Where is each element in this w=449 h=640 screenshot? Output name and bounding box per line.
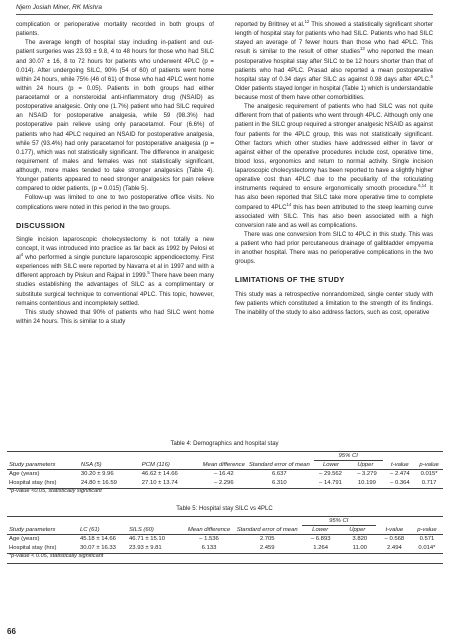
citation-ref: 6 bbox=[430, 73, 433, 79]
paragraph: Single incision laparoscopic cholecystectomy is not totally a new concept, it was introduced into practice as far back as 1992 by Pelosi et $al^4$ who performed a single puncture laparoscopic appendicectomy. First experiences with SILC were reported by Navarra et al in 1997 and with a different approach by Piskun and Rajpal in 1999.$^5$ There have been many studies establishing the advantages of SILC as a complimentary or substitute surgical technique to conventional 4PLC. This topic, however, remains contentious and incompletely settled. bbox=[16, 235, 214, 307]
col-header: Study parameters bbox=[9, 527, 56, 533]
col-header: SILS (60) bbox=[129, 527, 154, 533]
col-header: Standard error of mean bbox=[236, 527, 298, 533]
header-rule bbox=[16, 14, 433, 15]
col-header-ci: 95% CI Lower Upper bbox=[312, 452, 385, 470]
paragraph: The average length of hospital stay including in-patient and out-patient surgeries was 23.93 ± 9.8, 4 to 48 hours for those who had SILC and 30.07 ± 16, 8 to 72 hours for patients who underwent 4PLC (p = 0.014). After undergoing SILC, 90% (54 of 60) of patients went home within 24 hours, while 75% (46 of 61) of those who had 4PLC went home within 24 hours (p = 0.05). Patients in both groups had either paracetamol or a nonsteroidal anti-inflammatory drug (NSAID) as postoperative analgesic. Only one (1.7%) patient who had SILC required an NSAID for postoperative analgesia, while 59 (98.3%) had postoperative pain relieve using only paracetamol. Four (6.6%) of patients who had 4PLC required an NSAID for postoperative analgesia, while 57 (93.4%) had only paracetamol for postoperative analgesia (p = 0.177), which was not statistically significant. The difference in analgesic requirement of males and females was not statistically significant, although, more males tended to take stronger analgesics (Table 4). Younger patients appeared to need stronger analgesics for pain relieve compared to older patients, (p = 0.015) (Table 5). bbox=[16, 39, 214, 193]
citation-ref: 14 bbox=[286, 201, 292, 207]
paragraph: There was one conversion from SILC to 4PLC in this study. This was a patient who had prior percutaneous drainage of gallbladder empyema in another hospital. There was no perioperative complications in the two groups. bbox=[235, 230, 433, 266]
citation-ref: 4 bbox=[20, 251, 24, 257]
table4-note: *p-value <0.05, statistically significant bbox=[9, 488, 102, 494]
col-header: Standard error of mean bbox=[248, 462, 310, 468]
col-header: t-value bbox=[385, 527, 404, 533]
section-heading-limitations: LIMITATIONS OF THE STUDY bbox=[235, 275, 345, 285]
table4 bbox=[7, 451, 443, 489]
table5 bbox=[7, 516, 443, 554]
table-row: Age (years) 45.18 ± 14.66 46.71 ± 15.10 – 1.536 2.705 – 6.893 3.820 – 0.568 0.571 bbox=[9, 536, 435, 542]
col-header: PCM (116) bbox=[141, 462, 170, 468]
table-row: Hospital stay (hrs) 24.80 ± 16.59 27.10 ± 13.74 – 2.296 6.310 – 14.791 10.199 – 0.364 0.717 bbox=[7, 479, 443, 489]
citation-ref: 5 bbox=[147, 270, 150, 276]
col-header: p-value bbox=[419, 462, 439, 468]
paragraph: complication or perioperative mortality recorded in both groups of patients. bbox=[16, 21, 214, 38]
paragraph: The analgesic requirement of patients who had SILC was not quite different from that of patients who went through 4PLC. Although only one patient in the SILC group required a stronger analgesic NSAID as against four patients for the 4PLC group, this was not statistically significant. Other factors which other studies have addressed either in favor or against either of the operative procedures include cost, operative time, blood loss, ergonomics and return to normal activity. Single incision laparoscopic cholecystectomy has been reported to have a slightly higher operative cost than 4PLC due to the peculiarity of the roticulating instruments required to ensure ergonomically smooth procedure.$^{6,14}$ It has also been reported that SILC take more operative time to complete compared to 4PLC$^{14}$ this has been attributed to the steep learning curve associated with SILC. This has also been associated with a high conversion rate and as well as complications. bbox=[235, 103, 433, 229]
col-header: LC (61) bbox=[79, 527, 100, 533]
table4-caption: Table 4: Demographics and hospital stay bbox=[170, 441, 279, 447]
paragraph: This study showed that 90% of patients who had SILC went home within 24 hours. This is similar to a study bbox=[16, 308, 214, 325]
left-column bbox=[16, 20, 214, 326]
table-row: Age (years) 30.20 ± 9.96 46.62 ± 14.66 – 16.42 6.637 – 29.562 – 3.279 – 2.474 0.015* bbox=[9, 471, 438, 477]
table-bottom-rule bbox=[7, 563, 443, 564]
col-header-ci: 95% CI Lower Upper bbox=[300, 517, 378, 535]
paragraph: Follow-up was limited to one to two postoperative office visits. No complications were noted in this period in the two groups. bbox=[16, 194, 214, 211]
citation-ref: 12 bbox=[304, 18, 310, 24]
page-number: 66 bbox=[7, 627, 16, 636]
section-heading-discussion: DISCUSSION bbox=[16, 220, 65, 230]
citation-ref: 13 bbox=[360, 46, 365, 52]
table-row: Hospital stay (hrs) 30.07 ± 16.33 23.93 ± 9.81 6.133 2.459 1.264 11.00 2.494 0.014* bbox=[7, 544, 443, 554]
paragraph: This study was a retrospective nonrandomized, single center study with few patients which constituted a limitation to the strength of its findings. The inability of the study to also address factors, such as cost, operative bbox=[235, 290, 433, 316]
paragraph: reported by Brittney et al.$^{12}$ This showed a statistically significant shorter length of hospital stay for patients who had SILC. Patients who had SILC stayed an average of 7 fewer hours than those who had 4PLC. This result is similar to the result of other studies$^{13}$ who reported the mean postoperative hospital stay after SILC to be 12 hours shorter than that of patients who had 4PLC. Prasad also reported a mean postoperative hospital stay of 0.34 days after SILC as against 0.98 days after 4PLC.$^6$ Older patients stayed longer in hospital (Table 1) which is understandable because most of them have other comorbidities. bbox=[235, 18, 433, 101]
col-header: NSA (5) bbox=[80, 462, 102, 468]
col-header: Study parameters bbox=[9, 462, 56, 468]
col-header: t-value bbox=[391, 462, 409, 468]
citation-ref: 6,14 bbox=[418, 183, 427, 189]
col-header: Mean difference bbox=[187, 527, 231, 533]
col-header: Mean difference bbox=[202, 462, 245, 468]
col-header: p-value bbox=[417, 527, 437, 533]
table5-caption: Table 5: Hospital stay SILC vs 4PLC bbox=[176, 506, 273, 512]
table5-note: *p-value < 0.05, statistically significant bbox=[9, 553, 104, 559]
right-column bbox=[235, 20, 433, 317]
running-header: Njem Josiah Miner, RK Mishra bbox=[16, 4, 102, 11]
